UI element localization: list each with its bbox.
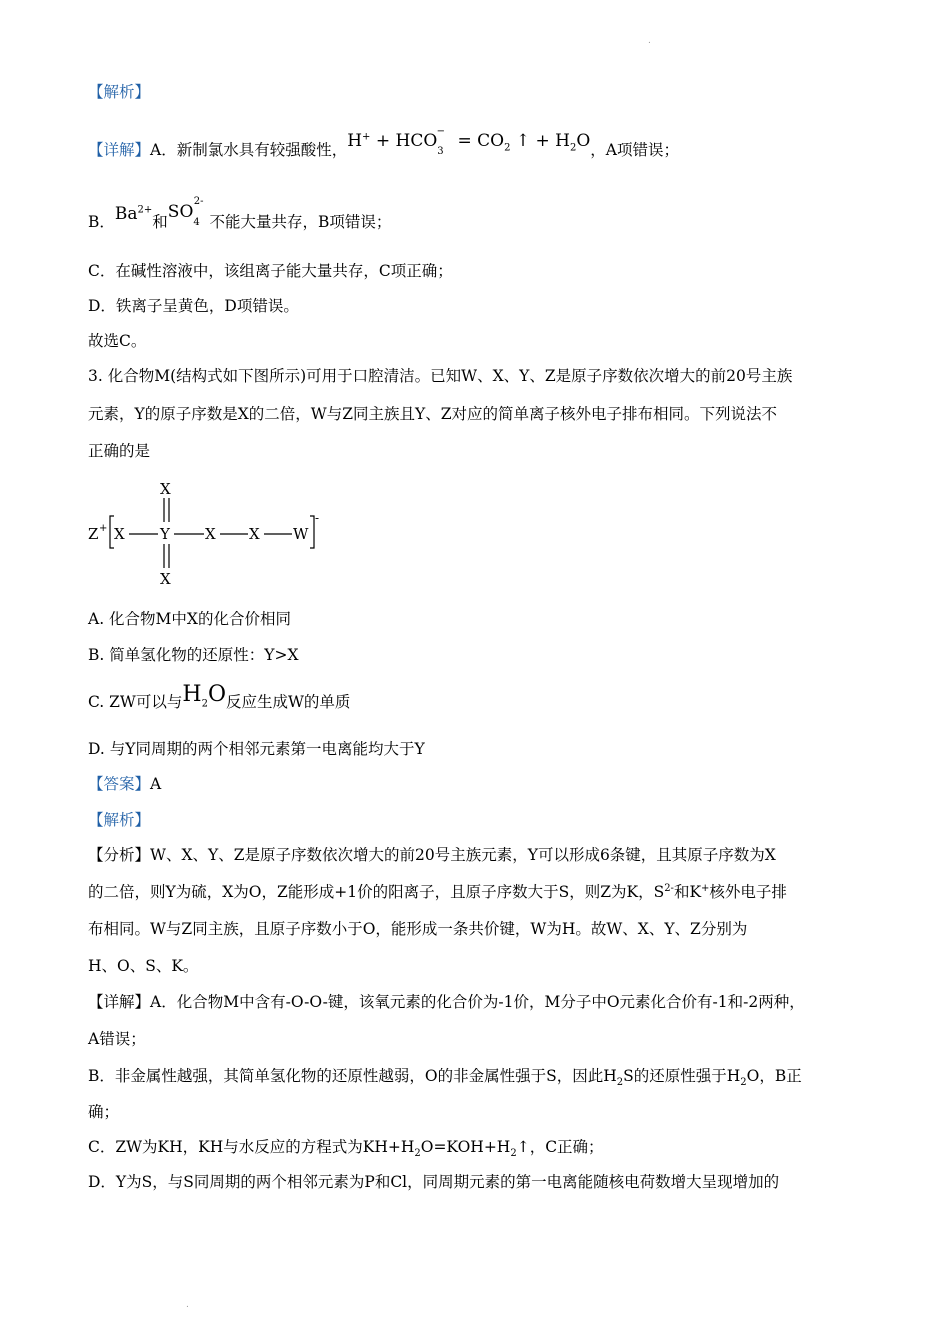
fenxi-line-1: 【分析】W、X、Y、Z是原子序数依次增大的前20号主族元素，Y可以形成6条键，且其原子序数为X (88, 846, 776, 864)
detail2-d-line: D．Y为S，与S同周期的两个相邻元素为P和Cl，同周期元素的第一电离能随核电荷数增大呈现增加的 (88, 1173, 780, 1191)
struct-x-left: X (114, 525, 125, 543)
top-dot-mark: . (648, 36, 651, 46)
struct-z: Z (88, 525, 99, 543)
detail2-b-line-2: 确； (88, 1103, 120, 1121)
struct-x-mid2: X (249, 525, 260, 543)
equation-h-co3: $H^+ + HCO_3^- = CO_2$ ↑ + $H_2O$ (347, 126, 591, 158)
right-bracket (310, 516, 314, 548)
struct-x-mid: X (205, 525, 216, 543)
bottom-dot-mark: . (186, 1300, 189, 1310)
detail-line-a (88, 126, 679, 160)
structure-diagram (86, 476, 336, 595)
detail-line-c: C．在碱性溶液中，该组离子能大量共存，C项正确； (88, 262, 453, 280)
struct-x-bottom: X (160, 570, 171, 588)
detail2-c-line: C．ZW为KH，KH与水反应的方程式为$KH+H_2O=KOH+H_2↑$，C正确； (88, 1138, 604, 1160)
fenxi-line-2: 的二倍，则Y为硫，X为O，Z能形成+1价的阳离子，且原子序数大于S，则Z为K，$S^{2-}$和K+核外电子排 (88, 882, 787, 901)
struct-w: W (293, 525, 309, 543)
option-d: D. 与Y同周期的两个相邻元素第一电离能均大于Y (88, 740, 425, 758)
answer-label: 【答案】 (88, 775, 151, 793)
analysis-label-1: 【解析】 (88, 83, 151, 101)
fenxi-line-3: 布相同。W与Z同主族，且原子序数小于O，能形成一条共价键，W为H。故W、X、Y、Z分别为 (88, 920, 748, 938)
choice-conclusion: 故选C。 (88, 332, 147, 350)
detail2-a-line-2: A错误； (88, 1030, 146, 1048)
detail-a-result: ，A项错误； (590, 141, 679, 159)
detail2-label: 【详解】 (88, 993, 151, 1011)
question-3-line-1: 3. 化合物M(结构式如下图所示)可用于口腔清洁。已知W、X、Y、Z是原子序数依次增大的前20号主族 (88, 367, 793, 385)
detail-a-text: A．新制氯水具有较强酸性， (150, 141, 348, 159)
detail2-a-line-1: 【详解】A．化合物M中含有-O-O-键，该氧元素的化合价为-1价，M分子中O元素化合价有-1和-2两种， (88, 993, 805, 1011)
detail2-b-line-1: B．非金属性越强，其简单氢化物的还原性越弱，O的非金属性强于S，因此$H_2S$的还原性强于$H_2O$，B正 (88, 1067, 802, 1089)
option-c: C. ZW可以与$H_2O$反应生成W的单质 (88, 682, 351, 711)
struct-z-charge: + (99, 523, 108, 534)
fenxi-label: 【分析】 (88, 846, 151, 864)
struct-charge: - (315, 511, 320, 525)
detail-line-b: B．$Ba^{2+}$和$SO_4^{2-}$不能大量共存，B项错误； (88, 196, 392, 231)
option-a: A. 化合物M中X的化合价相同 (88, 610, 291, 628)
answer-line (88, 774, 161, 794)
detail-label-1: 【详解】 (88, 141, 151, 159)
analysis-label-2: 【解析】 (88, 811, 151, 829)
structure-svg (86, 476, 336, 591)
option-b: B. 简单氢化物的还原性：Y>X (88, 646, 299, 664)
question-3-line-3: 正确的是 (88, 442, 151, 460)
struct-y: Y (160, 525, 170, 543)
ba-ion: $Ba^{2+}$ (114, 204, 153, 224)
water-formula: $H_2O$ (182, 682, 226, 710)
struct-x-top: X (160, 480, 171, 498)
detail-line-d: D．铁离子呈黄色，D项错误。 (88, 297, 299, 315)
answer-value: A (150, 775, 162, 793)
fenxi-line-4: H、O、S、K。 (88, 957, 199, 975)
sulfate-ion: $SO_4^{2-}$ (167, 196, 204, 229)
question-3-line-2: 元素，Y的原子序数是X的二倍，W与Z同主族且Y、Z对应的简单离子核外电子排布相同。下列说法不 (88, 405, 777, 423)
